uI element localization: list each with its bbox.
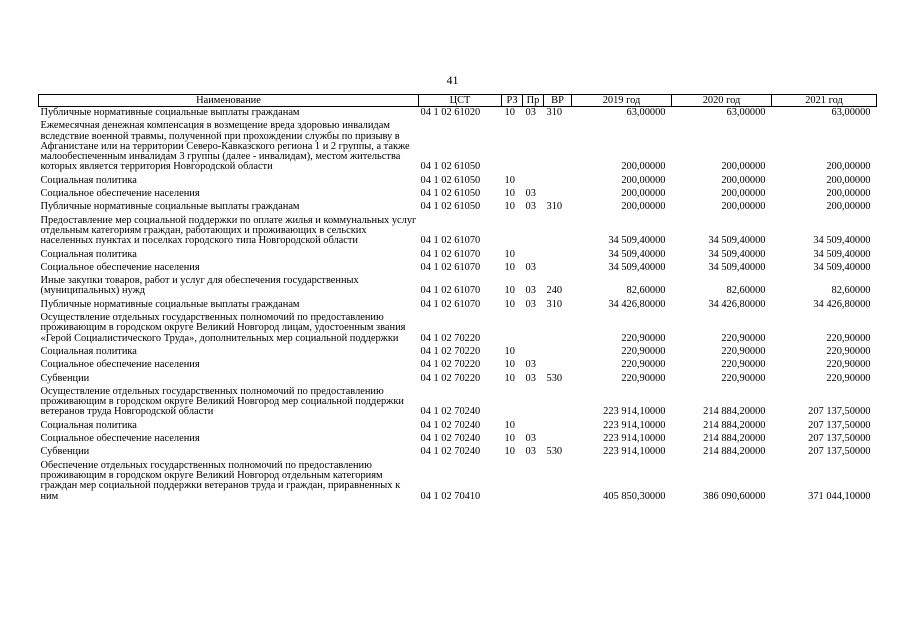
cell-pr <box>523 460 544 504</box>
cell-name: Ежемесячная денежная компенсация в возмещение вреда здоровью инвалидам вследствие военной травмы, полученной при прохождении службы по призыву в Афганистане или на территории Северо-Кавказского региона 1 и 2 группы, а также малообеспеченным инвалидам 3 группы (далее - инвалидам), местом жительства которых является территория Новгородской области <box>40 120 410 173</box>
cell-pr: 03 <box>525 359 536 371</box>
table-row <box>39 420 877 433</box>
cell-vr: 530 <box>546 372 563 384</box>
cell-rz: 10 <box>504 359 515 371</box>
cell-pr: 03 <box>525 188 536 200</box>
cell-cst: 04 1 02 70220 <box>420 332 481 344</box>
cell-rz: 10 <box>504 174 515 186</box>
cell-y2021: 207 137,50000 <box>808 406 871 418</box>
cell-cst: 04 1 02 61070 <box>420 235 481 247</box>
cell-y2021: 82,60000 <box>831 285 871 297</box>
cell-vr <box>544 120 572 174</box>
cell-y2021: 207 137,50000 <box>808 446 871 458</box>
cell-name: Социальное обеспечение населения <box>40 188 200 200</box>
table-row <box>39 346 877 359</box>
cell-rz: 10 <box>504 446 515 458</box>
cell-y2020: 220,90000 <box>721 372 766 384</box>
cell-rz: 10 <box>504 188 515 200</box>
table-row <box>39 386 877 420</box>
cell-pr: 03 <box>525 433 536 445</box>
cell-y2020: 34 509,40000 <box>708 248 766 260</box>
cell-vr <box>544 460 572 504</box>
cell-y2020: 34 426,80000 <box>708 298 766 310</box>
cell-vr <box>544 262 572 275</box>
cell-cst: 04 1 02 61050 <box>420 188 481 200</box>
cell-rz <box>502 215 523 249</box>
cell-cst: 04 1 02 61050 <box>420 174 481 186</box>
cell-y2019: 34 509,40000 <box>608 248 666 260</box>
cell-y2019: 405 850,30000 <box>603 490 666 502</box>
cell-y2021: 34 426,80000 <box>813 298 871 310</box>
table-row <box>39 175 877 188</box>
cell-y2019: 34 509,40000 <box>608 261 666 273</box>
cell-y2021: 34 509,40000 <box>813 248 871 260</box>
cell-y2020: 200,00000 <box>721 161 766 173</box>
cell-cst: 04 1 02 61070 <box>420 285 481 297</box>
cell-y2019: 223 914,10000 <box>603 446 666 458</box>
cell-y2021: 63,00000 <box>831 107 871 118</box>
header-rz: РЗ <box>502 95 523 107</box>
cell-name: Публичные нормативные социальные выплаты гражданам <box>40 298 300 310</box>
cell-pr <box>523 420 544 433</box>
cell-y2020: 214 884,20000 <box>703 433 766 445</box>
cell-y2020: 214 884,20000 <box>703 419 766 431</box>
cell-name: Осуществление отдельных государственных полномочий по предоставлению проживающим в городском округе Великий Новгород лицам, удостоенным звания «Герой Социалистического Труда», дополнительных мер социальной поддержки <box>40 312 406 344</box>
cell-y2020: 220,90000 <box>721 359 766 371</box>
cell-vr: 310 <box>546 107 563 118</box>
table-row <box>39 433 877 446</box>
table-row <box>39 275 877 299</box>
cell-rz <box>502 386 523 420</box>
cell-vr <box>544 420 572 433</box>
budget-table <box>38 94 877 504</box>
cell-vr <box>544 175 572 188</box>
cell-cst: 04 1 02 70410 <box>420 490 481 502</box>
header-name: Наименование <box>39 95 419 107</box>
header-vr: ВР <box>544 95 572 107</box>
cell-vr: 310 <box>546 298 563 310</box>
cell-rz <box>502 120 523 174</box>
cell-name: Социальная политика <box>40 345 137 357</box>
cell-y2019: 82,60000 <box>626 285 666 297</box>
cell-name: Обеспечение отдельных государственных полномочий по предоставлению проживающим в городском округе Великий Новгород отдельным категориям граждан мер социальной поддержки ветеранов труда и граждан, приравненных к ним <box>40 459 401 502</box>
cell-y2021: 220,90000 <box>826 372 871 384</box>
cell-pr <box>523 312 544 346</box>
table-row <box>39 201 877 214</box>
cell-vr <box>544 359 572 372</box>
cell-rz <box>502 460 523 504</box>
cell-y2019: 223 914,10000 <box>603 433 666 445</box>
cell-vr <box>544 249 572 262</box>
table-row <box>39 373 877 386</box>
cell-rz: 10 <box>504 261 515 273</box>
table-row <box>39 215 877 249</box>
cell-y2019: 200,00000 <box>621 188 666 200</box>
cell-rz: 10 <box>504 372 515 384</box>
cell-y2021: 200,00000 <box>826 201 871 213</box>
cell-name: Социальная политика <box>40 419 137 431</box>
cell-name: Предоставление мер социальной поддержки по оплате жилья и коммунальных услуг отдельным категориям граждан, работающих и проживающих в сельских населенных пунктах и поселках городского типа Новгородской области <box>40 214 417 247</box>
header-pr: Пр <box>523 95 544 107</box>
cell-y2021: 220,90000 <box>826 359 871 371</box>
cell-cst: 04 1 02 61050 <box>420 161 481 173</box>
cell-y2019: 63,00000 <box>626 107 666 118</box>
cell-rz: 10 <box>504 248 515 260</box>
cell-cst: 04 1 02 70240 <box>420 433 481 445</box>
cell-pr: 03 <box>525 285 536 297</box>
cell-y2020: 220,90000 <box>721 332 766 344</box>
cell-name: Публичные нормативные социальные выплаты гражданам <box>40 201 300 213</box>
table-row <box>39 299 877 312</box>
cell-pr <box>523 249 544 262</box>
cell-name: Социальная политика <box>40 174 137 186</box>
table-row <box>39 188 877 201</box>
cell-vr <box>544 188 572 201</box>
cell-y2019: 200,00000 <box>621 161 666 173</box>
cell-pr: 03 <box>525 446 536 458</box>
cell-vr <box>544 312 572 346</box>
cell-vr <box>544 215 572 249</box>
cell-y2020: 214 884,20000 <box>703 406 766 418</box>
cell-name: Иные закупки товаров, работ и услуг для обеспечения государственных (муниципальных) нужд <box>40 275 359 297</box>
cell-cst: 04 1 02 70240 <box>420 446 481 458</box>
cell-y2020: 34 509,40000 <box>708 261 766 273</box>
cell-name: Субвенции <box>40 372 90 384</box>
page-number: 41 <box>446 73 459 87</box>
cell-y2021: 200,00000 <box>826 161 871 173</box>
cell-vr <box>544 346 572 359</box>
cell-vr <box>544 433 572 446</box>
cell-name: Осуществление отдельных государственных полномочий по предоставлению проживающим в городском округе Великий Новгород мер социальной поддержки ветеранов труда Новгородской области <box>40 385 404 418</box>
cell-cst: 04 1 02 61070 <box>420 298 481 310</box>
cell-pr: 03 <box>525 201 536 213</box>
cell-pr <box>523 386 544 420</box>
cell-name: Публичные нормативные социальные выплаты гражданам <box>40 107 300 118</box>
cell-y2021: 200,00000 <box>826 188 871 200</box>
cell-pr: 03 <box>525 261 536 273</box>
cell-y2020: 34 509,40000 <box>708 235 766 247</box>
cell-y2020: 63,00000 <box>726 107 766 118</box>
cell-y2019: 220,90000 <box>621 372 666 384</box>
cell-y2019: 220,90000 <box>621 359 666 371</box>
cell-rz: 10 <box>504 419 515 431</box>
cell-y2021: 371 044,10000 <box>808 490 871 502</box>
cell-cst: 04 1 02 61070 <box>420 248 481 260</box>
cell-vr: 530 <box>546 446 563 458</box>
header-cst: ЦСТ <box>419 95 502 107</box>
table-row <box>39 107 877 121</box>
cell-cst: 04 1 02 70220 <box>420 372 481 384</box>
cell-pr <box>523 346 544 359</box>
cell-y2019: 223 914,10000 <box>603 406 666 418</box>
header-2019: 2019 год <box>572 95 672 107</box>
cell-y2021: 207 137,50000 <box>808 419 871 431</box>
cell-y2019: 220,90000 <box>621 345 666 357</box>
table-header-row <box>39 95 877 107</box>
cell-name: Социальное обеспечение населения <box>40 261 200 273</box>
cell-rz: 10 <box>504 107 515 118</box>
cell-y2020: 200,00000 <box>721 174 766 186</box>
cell-y2019: 223 914,10000 <box>603 419 666 431</box>
cell-pr: 03 <box>525 107 536 118</box>
cell-cst: 04 1 02 61050 <box>420 201 481 213</box>
table-row <box>39 312 877 346</box>
cell-name: Социальная политика <box>40 248 137 260</box>
cell-rz <box>502 312 523 346</box>
table-row <box>39 120 877 174</box>
cell-name: Социальное обеспечение населения <box>40 433 200 445</box>
cell-cst: 04 1 02 70220 <box>420 345 481 357</box>
cell-rz: 10 <box>504 201 515 213</box>
cell-y2021: 220,90000 <box>826 332 871 344</box>
cell-pr: 03 <box>525 298 536 310</box>
cell-y2019: 34 426,80000 <box>608 298 666 310</box>
cell-y2021: 34 509,40000 <box>813 235 871 247</box>
table-row <box>39 249 877 262</box>
cell-y2021: 220,90000 <box>826 345 871 357</box>
cell-cst: 04 1 02 70220 <box>420 359 481 371</box>
table-row <box>39 262 877 275</box>
cell-cst: 04 1 02 61020 <box>420 107 481 118</box>
cell-y2021: 207 137,50000 <box>808 433 871 445</box>
cell-y2019: 200,00000 <box>621 174 666 186</box>
cell-pr: 03 <box>525 372 536 384</box>
cell-pr <box>523 120 544 174</box>
cell-y2020: 386 090,60000 <box>703 490 766 502</box>
cell-y2021: 34 509,40000 <box>813 261 871 273</box>
cell-rz: 10 <box>504 285 515 297</box>
cell-name: Субвенции <box>40 446 90 458</box>
cell-y2019: 220,90000 <box>621 332 666 344</box>
cell-y2020: 200,00000 <box>721 201 766 213</box>
header-2021: 2021 год <box>772 95 877 107</box>
table-row <box>39 460 877 504</box>
cell-vr: 310 <box>546 201 563 213</box>
cell-rz: 10 <box>504 298 515 310</box>
header-2020: 2020 год <box>672 95 772 107</box>
cell-y2020: 220,90000 <box>721 345 766 357</box>
table-row <box>39 359 877 372</box>
cell-name: Социальное обеспечение населения <box>40 359 200 371</box>
cell-rz: 10 <box>504 433 515 445</box>
cell-pr <box>523 175 544 188</box>
cell-rz: 10 <box>504 345 515 357</box>
cell-y2019: 200,00000 <box>621 201 666 213</box>
cell-y2019: 34 509,40000 <box>608 235 666 247</box>
cell-cst: 04 1 02 70240 <box>420 406 481 418</box>
cell-cst: 04 1 02 61070 <box>420 261 481 273</box>
cell-pr <box>523 215 544 249</box>
cell-y2020: 200,00000 <box>721 188 766 200</box>
cell-cst: 04 1 02 70240 <box>420 419 481 431</box>
table-row <box>39 446 877 459</box>
cell-vr <box>544 386 572 420</box>
cell-vr: 240 <box>546 285 563 297</box>
cell-y2020: 82,60000 <box>726 285 766 297</box>
cell-y2020: 214 884,20000 <box>703 446 766 458</box>
cell-y2021: 200,00000 <box>826 174 871 186</box>
